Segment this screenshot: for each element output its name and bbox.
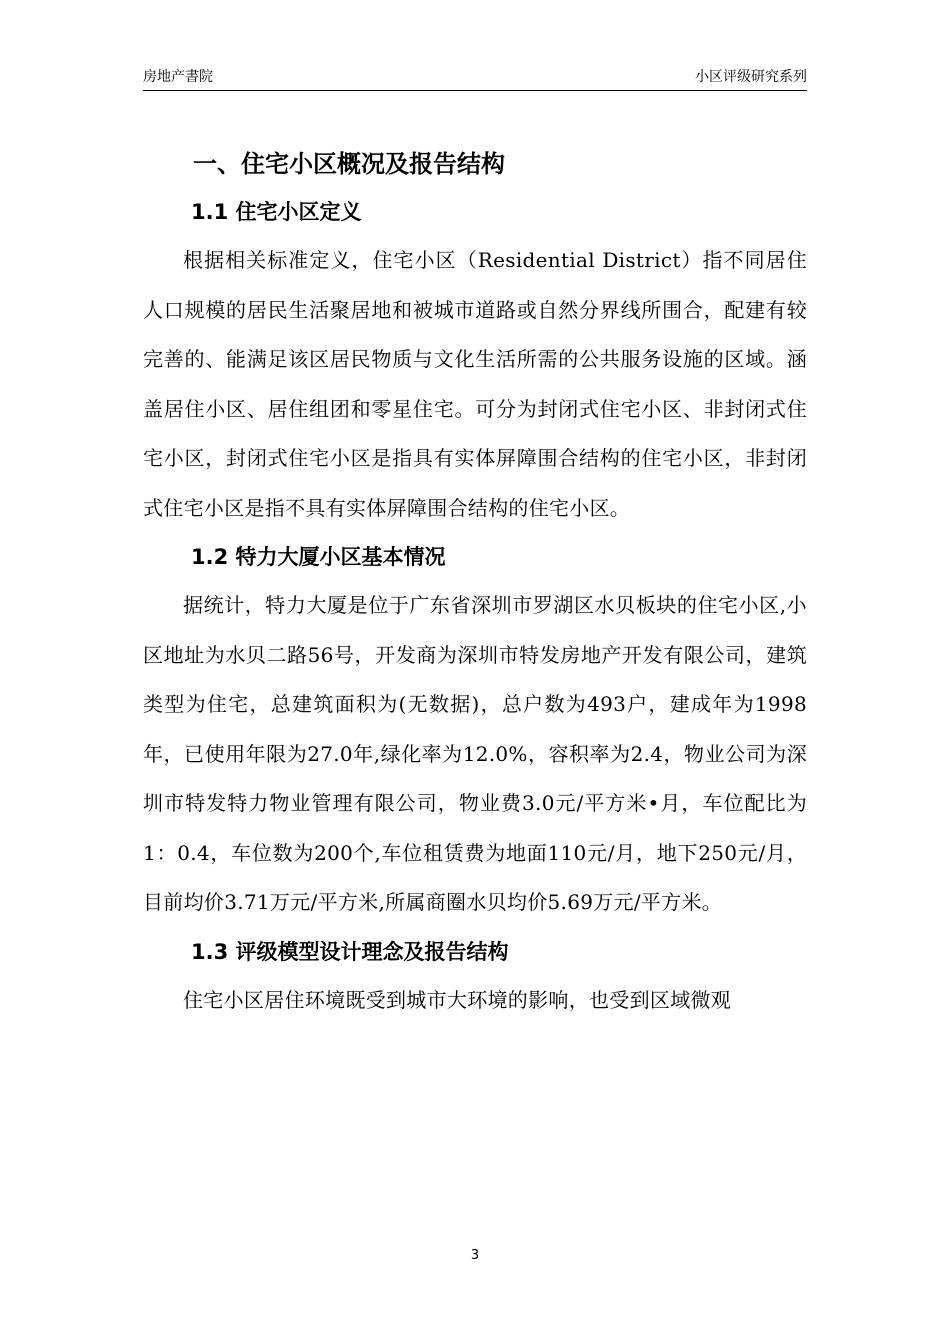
chapter-title: 一、住宅小区概况及报告结构 <box>193 150 505 178</box>
page-body <box>143 140 807 1025</box>
page-number: 3 <box>470 1248 480 1263</box>
header-publisher: 房地产書院 <box>143 69 213 85</box>
section-paragraph-1-3: 住宅小区居住环境既受到城市大环境的影响，也受到区域微观 <box>183 987 732 1012</box>
header-series: 小区评级研究系列 <box>695 69 807 85</box>
section-heading-1-3: 1.3 评级模型设计理念及报告结构 <box>191 939 509 964</box>
section-paragraph-1-1: 根据相关标准定义，住宅小区（Residential District）指不同居住人口规模的居民生活聚居地和被城市道路或自然分界线所围合，配建有较完善的、能满足该区居民物质与文化生活所需的公共服务设施的区域。涵盖居住小区、居住组团和零星住宅。可分为封闭式住宅小区、非封闭式住宅小区，封闭式住宅小区是指具有实体屏障围合结构的住宅小区，非封闭式住宅小区是指不具有实体屏障围合结构的住宅小区。 <box>143 248 807 520</box>
header-divider <box>143 90 807 91</box>
section-paragraph-1-2: 据统计，特力大厦是位于广东省深圳市罗湖区水贝板块的住宅小区,小区地址为水贝二路56号，开发商为深圳市特发房地产开发有限公司，建筑类型为住宅，总建筑面积为(无数据)，总户数为493户，建成年为1998年，已使用年限为27.0年,绿化率为12.0%，容积率为2.4，物业公司为深圳市特发特力物业管理有限公司，物业费3.0元/平方米•月，车位配比为1：0.4，车位数为200个,车位租赁费为地面110元/月，地下250元/月，目前均价3.71万元/平方米,所属商圈水贝均价5.69万元/平方米。 <box>143 593 807 914</box>
page-header <box>143 66 807 88</box>
section-heading-1-1: 1.1 住宅小区定义 <box>191 200 362 224</box>
section-heading-1-2: 1.2 特力大厦小区基本情况 <box>191 545 446 569</box>
